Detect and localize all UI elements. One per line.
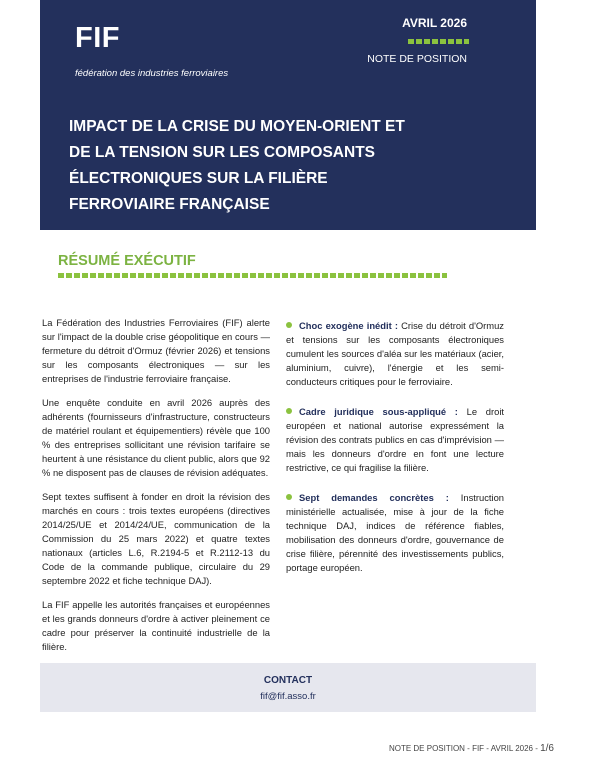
highlight-item: [286, 405, 504, 475]
publication-date: AVRIL 2026: [402, 16, 467, 30]
contact-title: CONTACT: [263, 675, 313, 686]
summary-left-column: [42, 316, 270, 664]
highlight-item: [286, 319, 504, 389]
title-line: ÉLECTRONIQUES SUR LA FILIÈRE: [69, 170, 328, 187]
contact-email-link[interactable]: fif@fif.asso.fr: [260, 691, 316, 702]
fif-logo: FIF: [75, 22, 120, 54]
highlight-item: [286, 491, 504, 575]
summary-paragraph: Une enquête conduite en avril 2026 auprès des adhérents (fournisseurs d'infrastructure, constructeurs de matériel roulant et équipementiers) révèle que 100 % des entreprises sollicitant une révision tarifaire se heurtent à une résistance du client public, alors que 92 % ne disposent pas de clauses de révision adéquates.: [42, 397, 270, 478]
highlight-label: Choc exogène inédit :: [299, 320, 398, 331]
highlight-text: Crise du détroit d'Ormuz et tensions sur les composants électroniques cumulent les sources d'aléa sur les matériaux (acier, aluminium, cuivre), l'énergie et les semi-conducteurs critiques pour le ferroviaire.: [286, 320, 504, 387]
bullet-icon: [286, 322, 292, 328]
accent-divider-small: [408, 39, 469, 44]
contact-box: [40, 663, 536, 712]
document-type: NOTE DE POSITION: [367, 53, 467, 65]
title-line: DE LA TENSION SUR LES COMPOSANTS: [69, 144, 376, 161]
cover-header: [40, 0, 536, 230]
section-heading: RÉSUMÉ EXÉCUTIF: [58, 253, 196, 269]
highlight-text: Le droit européen et national autorise expressément la révision des contrats publics en cas d'imprévision — mais les donneurs d'ordre en font une lecture restrictive, ce qui fragilise la filière.: [286, 406, 505, 473]
summary-paragraph: La FIF appelle les autorités françaises et européennes et les grands donneurs d'ordre à activer pleinement ce cadre pour préserver la continuité industrielle de la filière.: [42, 599, 270, 652]
page-footer: [389, 743, 554, 754]
title-line: FERROVIAIRE FRANÇAISE: [69, 196, 270, 213]
page-number: 1/6: [540, 743, 554, 754]
bullet-icon: [286, 494, 292, 500]
title-line: IMPACT DE LA CRISE DU MOYEN-ORIENT ET: [69, 118, 405, 135]
summary-paragraph: Sept textes suffisent à fonder en droit la révision des marchés en cours : trois textes européens (directives 2014/25/UE et 2014/24/UE, communication de la Commission du 25 mars 2022) et quatre textes nationaux (articles L.6, R.2194-5 et R.2112-13 du Code de la commande publique, circulaire du 29 septembre 2022 et fiche technique DAJ).: [42, 491, 270, 586]
accent-divider: [58, 273, 447, 278]
organization-name: fédération des industries ferroviaires: [75, 68, 229, 79]
highlight-label: Sept demandes concrètes :: [299, 492, 449, 503]
bullet-icon: [286, 408, 292, 414]
summary-paragraph: La Fédération des Industries Ferroviaires (FIF) alerte sur l'impact de la double crise géopolitique en cours — fermeture du détroit d'Ormuz (février 2026) et tensions sur les composants électroniques — sur les entreprises de l'industrie ferroviaire française.: [42, 317, 270, 384]
highlight-label: Cadre juridique sous-appliqué :: [299, 406, 458, 417]
document-title: [69, 114, 469, 218]
summary-highlights: [286, 319, 504, 591]
highlight-text: Instruction ministérielle actualisée, mise à jour de la fiche technique DAJ, indices de référence fiables, mobilisation des donneurs d'ordre, gouvernance de crise filière, pérennité des investissements publics, portage européen.: [286, 492, 505, 573]
footer-text: NOTE DE POSITION - FIF - AVRIL 2026 -: [388, 744, 541, 753]
